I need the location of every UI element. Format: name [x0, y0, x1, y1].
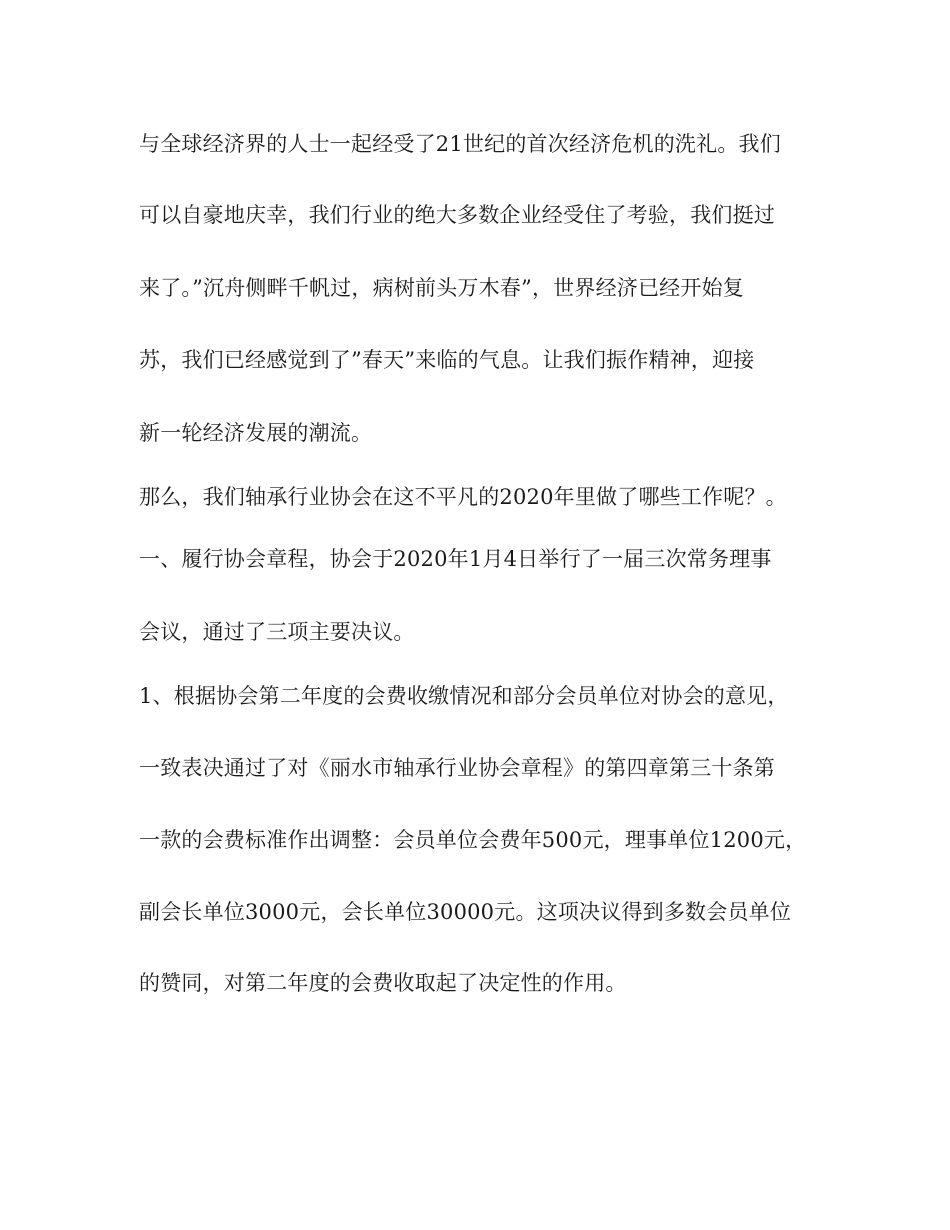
paragraph-line: 一款的会费标准作出调整：会员单位会费年500元，理事单位1200元，	[139, 828, 807, 852]
paragraph-line: 会议，通过了三项主要决议。	[139, 620, 415, 644]
paragraph-line: 那么，我们轴承行业协会在这不平凡的2020年里做了哪些工作呢？。	[139, 485, 787, 509]
paragraph-line: 的赞同，对第二年度的会费收取起了决定性的作用。	[139, 971, 627, 995]
paragraph-line: 新一轮经济发展的潮流。	[139, 421, 373, 445]
paragraph-line: 1、根据协会第二年度的会费收缴情况和部分会员单位对协会的意见，	[139, 684, 789, 708]
paragraph-line: 副会长单位3000元，会长单位30000元。这项决议得到多数会员单位	[139, 900, 792, 924]
paragraph-line: 一致表决通过了对《丽水市轴承行业协会章程》的第四章第三十条第	[139, 756, 775, 780]
paragraph-line: 苏，我们已经感觉到了”春天”来临的气息。让我们振作精神，迎接	[139, 348, 755, 372]
paragraph-line: 一、履行协会章程，协会于2020年1月4日举行了一届三次常务理事	[139, 547, 772, 571]
paragraph-line: 来了。”沉舟侧畔千帆过，病树前头万木春”，世界经济已经开始复	[139, 276, 744, 300]
paragraph-line: 可以自豪地庆幸，我们行业的绝大多数企业经受住了考验，我们挺过	[139, 203, 775, 227]
paragraph-line: 与全球经济界的人士一起经受了21世纪的首次经济危机的洗礼。我们	[139, 132, 781, 156]
